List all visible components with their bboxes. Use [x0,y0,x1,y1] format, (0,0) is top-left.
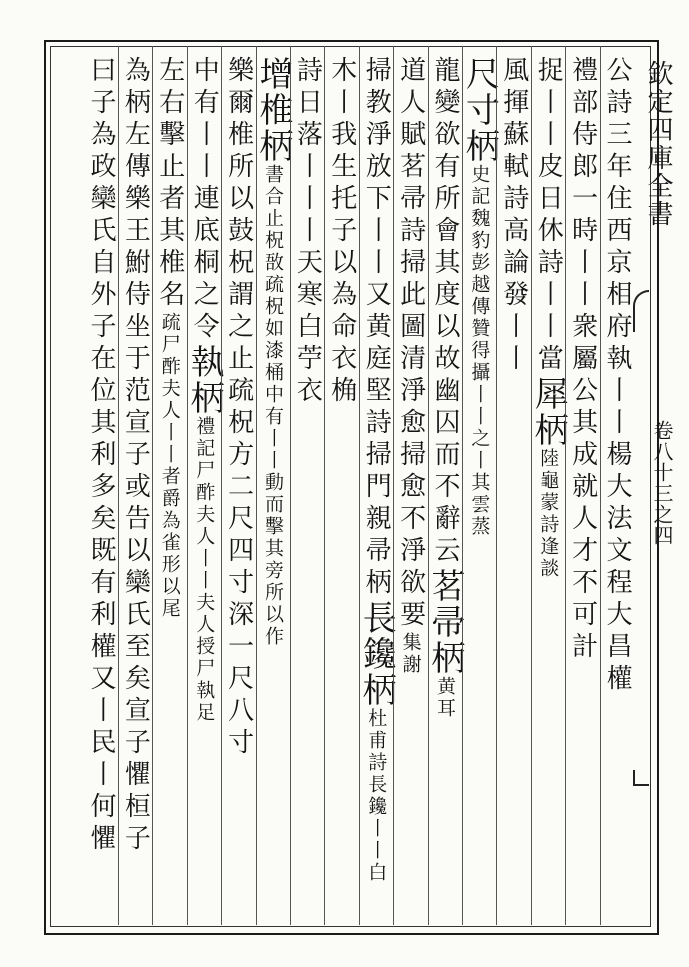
column-rule [600,46,601,925]
column-text: 鑱 [356,636,397,672]
text-column [356,56,397,884]
column-rule [393,46,394,925]
text-column [325,56,359,408]
column-rule [187,46,188,925]
column-text: 道人賦茗帚詩掃此圖清淨愈掃愈不淨欲要 [395,56,426,632]
column-text: 曰子為政欒氏自外子在位其利多矣既有利權又丨民丨何懼 [86,56,116,856]
column-rule [428,46,429,925]
text-column [84,56,118,856]
column-text: 捉丨丨皮日休詩丨丨當 [533,56,564,376]
fold-mark [633,770,649,786]
fish-tail-ornament [633,290,649,332]
column-rule [221,46,222,925]
text-column [118,56,152,856]
column-text: 杜甫詩長鑱丨丨白 [365,708,388,884]
column-text: 柄 [356,672,397,708]
column-text: 柄 [184,380,225,416]
column-text: 樂爾椎所以鼓柷謂之止疏柷方二尺四寸深一尺八寸 [223,56,254,760]
text-column [600,56,634,696]
column-text: 增 [253,56,293,92]
column-text: 書合止柷敔疏柷如漆桶中有丨丨動而擊其旁所以作 [262,164,284,648]
text-column [566,56,600,664]
text-column [528,56,569,580]
column-text: 執 [184,344,225,380]
column-text: 為柄左傳樂王鮒侍坐于范宣子或告以欒氏至矣宣子懼桓子 [120,56,151,856]
text-column [253,56,293,648]
column-rule [290,46,291,925]
column-text: 長 [356,600,397,636]
column-text: 集謝 [399,632,422,676]
column-text: 公詩三年住西京相府執丨丨楊大法文程大昌權 [602,56,632,696]
column-text: 陸龜蒙詩逢談 [537,448,560,580]
column-text: 禮部侍郎一時丨丨衆屬公其成就人才不可計 [567,56,598,664]
column-rule [565,46,566,925]
text-column [184,56,225,724]
column-rule [359,46,360,925]
column-rule [256,46,257,925]
column-text: 詩日落丨丨丨天寒白苧衣 [292,56,323,408]
column-text: 史記魏豹彭越傳贊得攝丨丨之丨其雲蒸 [468,164,491,538]
column-rule [118,46,119,925]
column-text: 風揮蘇軾詩高論發丨丨 [498,56,529,376]
column-text: 犀 [528,376,569,412]
column-text: 黄耳 [434,676,456,720]
margin-volume: 卷八十三之四 [650,420,674,546]
column-rule [462,46,463,925]
text-column [290,56,324,408]
column-rule [496,46,497,925]
column-text: 掃教淨放下丨丨又黄庭堅詩掃門親帚柄 [361,56,392,600]
column-text: 左右擊止者其椎名 [154,56,185,312]
text-column [394,56,428,676]
column-text: 柄 [459,128,500,164]
column-rule [531,46,532,925]
column-rule [152,46,153,925]
column-text: 龍變欲有所會其度以故幽囚而不辭云 [430,56,460,568]
column-text: 茗帚 [425,568,465,640]
column-text: 尺寸 [459,56,500,128]
column-text: 柄 [425,640,465,676]
column-text: 中有丨丨連底桐之令 [189,56,220,344]
text-column [153,56,187,620]
margin-title: 欽定四庫全書 [643,60,673,228]
column-rule [324,46,325,925]
column-text: 禮記尸酢夫人丨丨夫人授尸執足 [193,416,216,724]
column-text: 柄 [528,412,569,448]
text-column [425,56,465,720]
text-column [459,56,500,538]
column-text: 疏尸酢夫人丨丨者爵為雀形以尾 [158,312,181,620]
column-text: 柄 [253,128,293,164]
column-text: 椎 [253,92,293,128]
column-text: 木丨我生托子以為命衣桷 [326,56,357,408]
text-column [497,56,531,376]
text-column [222,56,256,760]
